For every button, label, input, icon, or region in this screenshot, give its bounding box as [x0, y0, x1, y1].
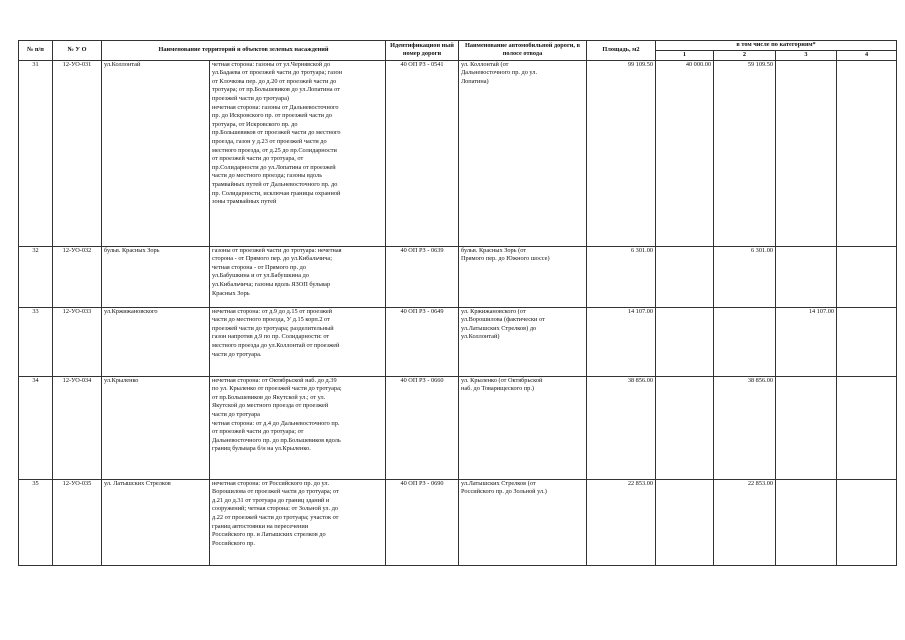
row-description	[210, 307, 386, 376]
row-cat-1	[656, 479, 714, 565]
road-name-line: Прямого пер. до Южного шоссе)	[461, 255, 550, 263]
description-line: тротуара; от пр.Большевиков до ул.Лопатина от	[212, 86, 340, 94]
row-cat-1	[656, 307, 714, 376]
header-row	[19, 41, 897, 51]
description-line: четная сторона - от Прямого пр. до	[212, 263, 306, 271]
description-line: от Клочкова пер. до д.20 от проезжей части до	[212, 77, 337, 85]
row-object-name: ул.Коллонтай	[102, 60, 210, 246]
road-name-line: Лопатина)	[461, 77, 489, 85]
description-line: трамвайных путей от Дальневосточного пр. до	[212, 180, 338, 188]
row-area: 99 109.50	[587, 60, 656, 246]
row-cat-4	[837, 60, 897, 246]
description-line: нечетная сторона: от Российского пр. до ул.	[212, 479, 330, 487]
description-line: ул.Бабушкина и от ул.Бабушкина до	[212, 272, 309, 280]
row-cat-2: 6 301.00	[714, 246, 776, 307]
header-cat-2: 2	[714, 51, 776, 61]
description-line: газон напротив д.9 по пр. Солидарности: от	[212, 333, 330, 341]
row-road-id: 40 ОП РЗ - 0541	[386, 60, 459, 246]
row-cat-2: 38 856.00	[714, 376, 776, 479]
row-uo-code: 12-УО-033	[53, 307, 102, 376]
green-zones-table	[18, 40, 897, 566]
row-cat-3	[776, 60, 837, 246]
row-description	[210, 376, 386, 479]
header-uo: № У О	[53, 41, 102, 61]
description-line: проезда, газон у д.23 от проезжей части до	[212, 137, 327, 145]
description-line: Российского пр.	[212, 539, 255, 547]
row-object-name: бульв. Красных Зорь	[102, 246, 210, 307]
header-cat-1: 1	[656, 51, 714, 61]
description-line: Ворошилова от проезжей части до тротуара; от	[212, 488, 339, 496]
row-area: 22 853.00	[587, 479, 656, 565]
header-cat-4: 4	[837, 51, 897, 61]
header-name: Наименование территорий и объектов зеленых насаждений	[102, 41, 386, 61]
row-cat-3	[776, 479, 837, 565]
row-uo-code: 12-УО-034	[53, 376, 102, 479]
header-categories: в том числе по категориям*	[656, 41, 897, 51]
road-name-line: ул.Ворошилова (фактически от	[461, 316, 545, 324]
description-line: нечетная сторона: от Октябрьской наб. до д.39	[212, 376, 337, 384]
row-cat-2: 22 853.00	[714, 479, 776, 565]
row-number: 32	[19, 246, 53, 307]
description-line: границ бульвара б/н на ул.Крыленко.	[212, 445, 311, 453]
table-body	[19, 60, 897, 565]
row-road-name	[459, 307, 587, 376]
road-name-line: ул. Коллонтай (от	[461, 60, 509, 68]
road-name-line: ул.Латышских Стрелков) до	[461, 324, 537, 332]
row-number: 35	[19, 479, 53, 565]
row-description	[210, 246, 386, 307]
description-line: части до местного проезда, У д.15 корп.2 от	[212, 316, 330, 324]
description-line: сооружений; четная сторона: от Зольной ул. до	[212, 505, 339, 513]
description-line: от проезжей части до тротуара, от	[212, 155, 304, 163]
description-line: нечетная сторона: газоны от Дальневосточного	[212, 103, 339, 111]
row-cat-3	[776, 376, 837, 479]
row-road-id: 40 ОП РЗ - 0639	[386, 246, 459, 307]
header-road-id: Идентификацион ный номер дороги	[386, 41, 459, 61]
description-line: местного проезда, от д.25 до пр.Солидарности	[212, 146, 337, 154]
row-road-name	[459, 479, 587, 565]
row-cat-1: 40 000.00	[656, 60, 714, 246]
row-description	[210, 479, 386, 565]
row-number: 34	[19, 376, 53, 479]
description-line: четная сторона: от д.4 до Дальневосточного пр.	[212, 419, 340, 427]
description-line: сторона - от Прямого пер. до ул.Кибальчича;	[212, 255, 332, 263]
road-name-line: Российского пр. до Зольной ул.)	[461, 488, 547, 496]
road-name-line: ул. Кржижановского (от	[461, 307, 526, 315]
description-line: четная сторона: газоны от ул.Чернявской до	[212, 60, 331, 68]
description-line: Якутской до местного проезда от проезжей	[212, 402, 329, 410]
row-road-id: 40 ОП РЗ - 0649	[386, 307, 459, 376]
row-road-name	[459, 60, 587, 246]
row-road-id: 40 ОП РЗ - 0690	[386, 479, 459, 565]
row-cat-4	[837, 479, 897, 565]
table-row	[19, 246, 897, 307]
row-road-name	[459, 246, 587, 307]
road-name-line: бульв. Красных Зорь (от	[461, 246, 527, 254]
header-num: № п/п	[19, 41, 53, 61]
description-line: пр. Солидарности, исключая границы охранной	[212, 189, 341, 197]
description-line: части до местного проезда; газоны вдоль	[212, 172, 323, 180]
description-line: газоны от проезжей части до тротуара: нечетная	[212, 246, 342, 254]
row-uo-code: 12-УО-031	[53, 60, 102, 246]
description-line: части до тротуара.	[212, 350, 262, 358]
row-cat-4	[837, 246, 897, 307]
row-cat-2: 59 109.50	[714, 60, 776, 246]
header-area: Площадь, м2	[587, 41, 656, 61]
description-line: пр.Большевиков от проезжей части до местного	[212, 129, 341, 137]
row-cat-4	[837, 376, 897, 479]
row-road-name	[459, 376, 587, 479]
row-description	[210, 60, 386, 246]
road-name-line: ул. Крыленко (от Октябрьской	[461, 376, 543, 384]
description-line: местного проезда до ул.Коллонтай от проезжей	[212, 341, 340, 349]
row-number: 33	[19, 307, 53, 376]
description-line: границ автостоянки на пересечении	[212, 522, 309, 530]
description-line: Красных Зорь	[212, 289, 250, 297]
row-cat-4	[837, 307, 897, 376]
description-line: д.21 до д.31 от тротуара до границ зданий и	[212, 496, 330, 504]
row-cat-3	[776, 246, 837, 307]
road-name-line: ул.Коллонтай)	[461, 333, 500, 341]
row-cat-3: 14 107.00	[776, 307, 837, 376]
description-line: Российского пр. и Латышских стрелков до	[212, 531, 326, 539]
row-cat-2	[714, 307, 776, 376]
row-object-name: ул. Латышских Стрелков	[102, 479, 210, 565]
row-cat-1	[656, 376, 714, 479]
description-line: ул.Кибальчича; газоны вдоль ЯЗОП бульвар	[212, 280, 331, 288]
row-uo-code: 12-УО-035	[53, 479, 102, 565]
row-road-id: 40 ОП РЗ - 0660	[386, 376, 459, 479]
description-line: пр. до Искровского пр. от проезжей части до	[212, 112, 332, 120]
description-line: проезжей части до тротуара; разделительный	[212, 324, 334, 332]
road-name-line: ул.Латышских Стрелков (от	[461, 479, 536, 487]
table-row	[19, 376, 897, 479]
table-row	[19, 479, 897, 565]
description-line: от пр.Большевиков до Якутской ул.; от ул.	[212, 393, 326, 401]
road-name-line: Дальневосточного пр. до ул.	[461, 69, 538, 77]
description-line: по ул. Крыленко от проезжей части до тротуара;	[212, 385, 342, 393]
row-area: 6 301.00	[587, 246, 656, 307]
header-cat-3: 3	[776, 51, 837, 61]
description-line: части до тротуара	[212, 410, 260, 418]
description-line: от проезжей части до тротуара; от	[212, 428, 304, 436]
description-line: тротуара, от Искровского пр. до	[212, 120, 298, 128]
description-line: проезжей части до тротуара)	[212, 94, 289, 102]
road-name-line: наб. до Товарищеского пр.)	[461, 385, 534, 393]
table-row	[19, 60, 897, 246]
description-line: Дальневосточного пр. до пр.Большевиков вдоль	[212, 436, 341, 444]
row-area: 14 107.00	[587, 307, 656, 376]
description-line: пр.Солидарности до ул.Лопатина от проезжей	[212, 163, 336, 171]
row-uo-code: 12-УО-032	[53, 246, 102, 307]
description-line: ул.Бадаева от проезжей части до тротуара; газон	[212, 69, 343, 77]
description-line: зоны трамвайных путей	[212, 198, 277, 206]
description-line: д.22 от проезжей части до тротуара; участок от	[212, 513, 339, 521]
row-cat-1	[656, 246, 714, 307]
row-object-name: ул.Кржижановского	[102, 307, 210, 376]
row-object-name: ул.Крыленко	[102, 376, 210, 479]
row-area: 38 856.00	[587, 376, 656, 479]
header-road-name: Наименование автомобильной дороги, в полосе отвода	[459, 41, 587, 61]
table-row	[19, 307, 897, 376]
row-number: 31	[19, 60, 53, 246]
description-line: нечетная сторона: от д.9 до д.15 от проезжей	[212, 307, 333, 315]
